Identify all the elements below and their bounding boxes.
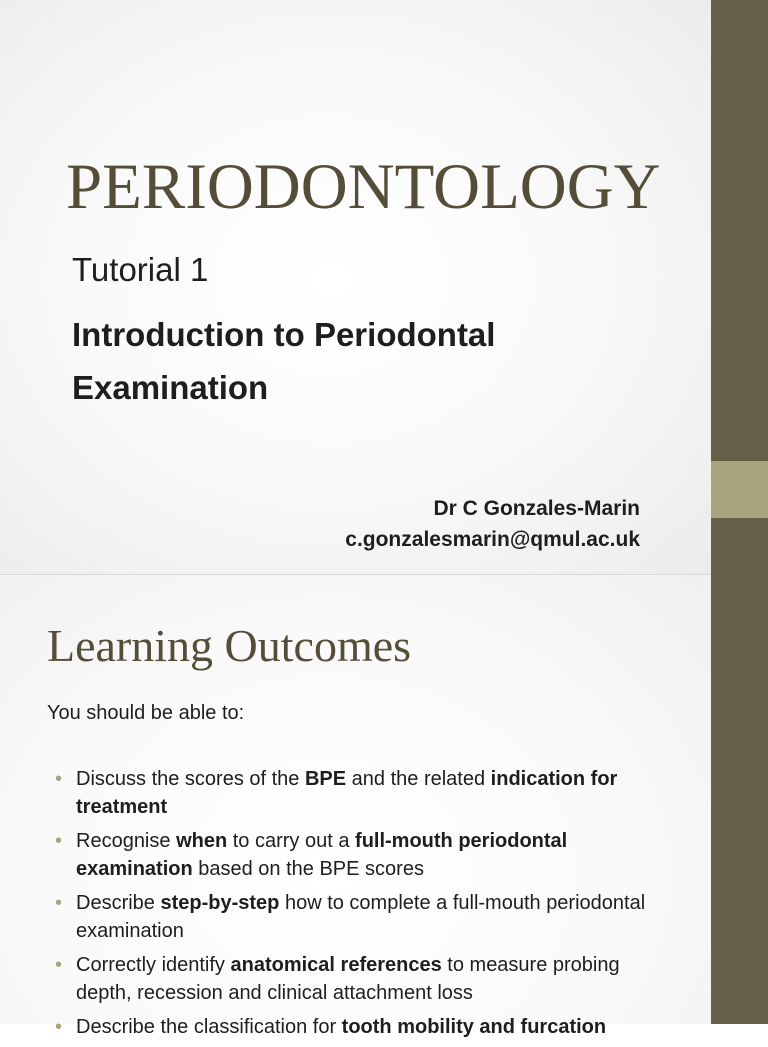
learning-outcomes-intro: You should be able to: bbox=[47, 702, 245, 724]
outcome-text: how to complete a full-mouth periodontal examination bbox=[76, 892, 646, 942]
author-email: c.gonzalesmarin@qmul.ac.uk bbox=[345, 528, 640, 551]
bullet-icon: • bbox=[55, 768, 63, 790]
outcome-text: Discuss the scores of the bbox=[76, 768, 305, 790]
slide-title: PERIODONTOLOGY bbox=[66, 151, 661, 223]
outcome-text: to measure probing depth, recession and clinical attachment loss bbox=[76, 954, 620, 1004]
learning-outcome-item bbox=[0, 889, 656, 945]
author-name: Dr C Gonzales-Marin bbox=[433, 497, 640, 520]
outcome-emphasis: BPE bbox=[304, 768, 347, 790]
outcome-text: Describe the classification for bbox=[76, 1016, 342, 1038]
learning-outcome-item bbox=[0, 765, 656, 821]
bullet-icon: • bbox=[55, 1016, 63, 1038]
learning-outcome-item bbox=[0, 827, 656, 883]
outcome-text: based on the BPE scores bbox=[192, 858, 424, 880]
tutorial-label: Tutorial 1 bbox=[72, 251, 209, 288]
outcome-text: to carry out a bbox=[227, 830, 356, 852]
bullet-icon: • bbox=[55, 830, 63, 852]
outcome-emphasis: anatomical references bbox=[230, 954, 442, 976]
outcome-emphasis: tooth mobility and furcation bbox=[341, 1016, 607, 1038]
outcome-emphasis: indication for treatment bbox=[76, 768, 618, 818]
outcome-emphasis: step-by-step bbox=[160, 892, 280, 914]
bullet-icon: • bbox=[55, 892, 63, 914]
learning-outcome-item bbox=[0, 951, 656, 1007]
learning-outcomes-list bbox=[0, 765, 656, 1047]
outcome-text: Describe bbox=[76, 892, 161, 914]
bullet-icon: • bbox=[55, 954, 63, 976]
tutorial-heading: Introduction to Periodontal Examination bbox=[72, 316, 496, 406]
outcome-emphasis: when bbox=[176, 830, 228, 852]
author-block bbox=[345, 493, 640, 555]
outcome-emphasis: full-mouth periodontal examination bbox=[76, 830, 568, 880]
learning-outcome-item bbox=[0, 1013, 656, 1041]
outcome-text: Recognise bbox=[76, 830, 177, 852]
sidebar-accent-block bbox=[711, 461, 768, 518]
learning-outcomes-title: Learning Outcomes bbox=[47, 620, 412, 671]
outcome-text: Correctly identify bbox=[76, 954, 231, 976]
outcome-text: and the related bbox=[346, 768, 491, 790]
